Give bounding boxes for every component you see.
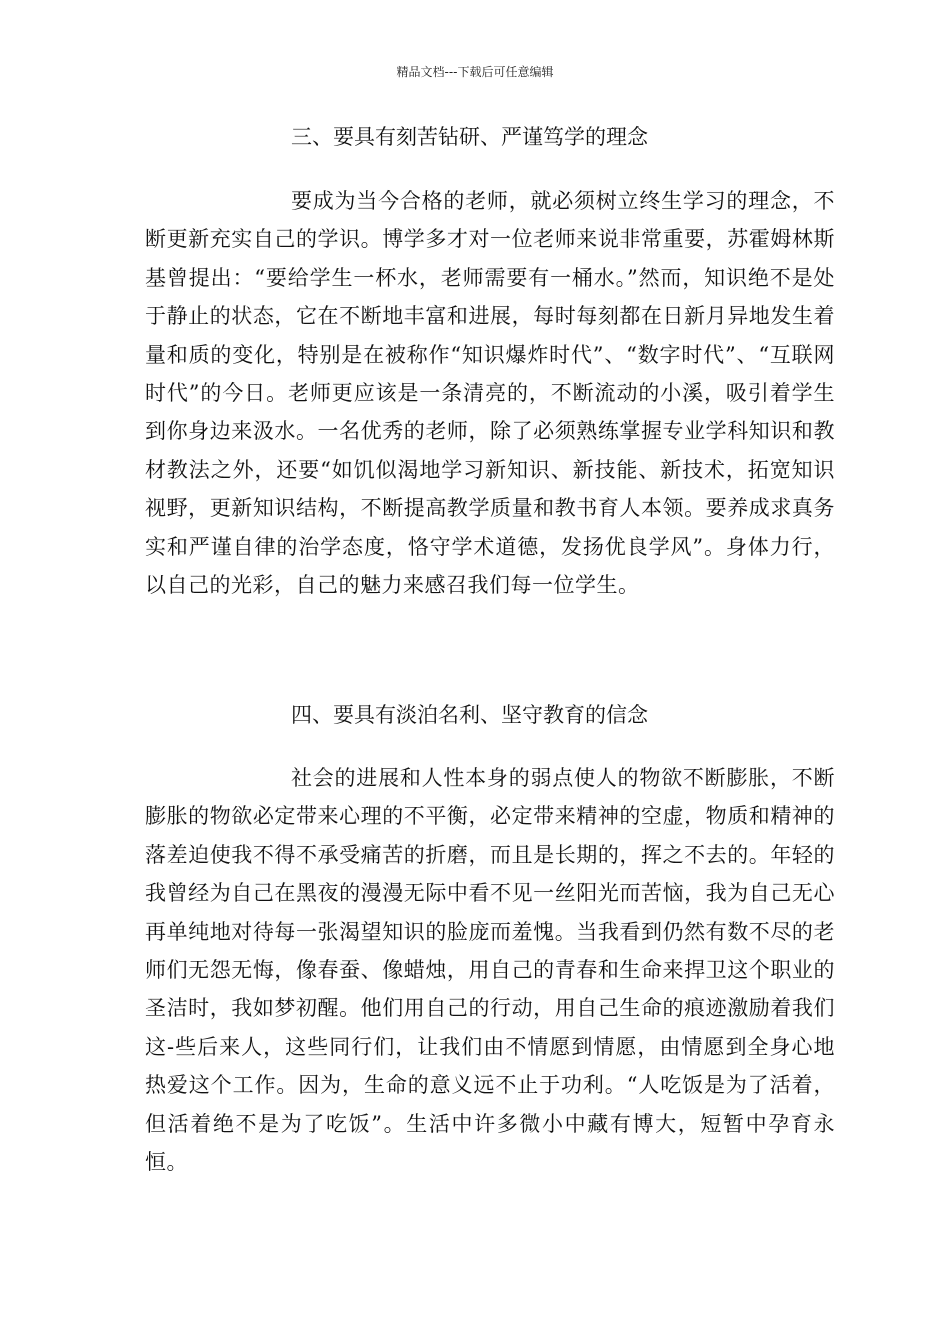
section-paragraph-3: 要成为当今合格的老师，就必须树立终生学习的理念，不断更新充实自己的学识。博学多才对一位老师来说非常重要，苏霍姆林斯基曾提出：“要给学生一杯水，老师需要有一桶水。”然而，知识绝不是处于静止的状态，它在不断地丰富和进展，每时每刻都在日新月异地发生着量和质的变化，特别是在被称作“知识爆炸时代”、“数字时代”、“互联网时代”的今日。老师更应该是一条清亮的，不断流动的小溪，吸引着学生到你身边来汲水。一名优秀的老师，除了必须熟练掌握专业学科知识和教材教法之外，还要“如饥似渴地学习新知识、新技能、新技术，拓宽知识视野，更新知识结构，不断提高教学质量和教书育人本领。要养成求真务实和严谨自律的治学态度，恪守学术道德，发扬优良学风”。身体力行，以自己的光彩，自己的魅力来感召我们每一位学生。 xyxy=(145,189,835,598)
section-heading-3: 三、要具有刻苦钻研、严谨笃学的理念 xyxy=(291,125,648,149)
section-heading-4: 四、要具有淡泊名利、坚守教育的信念 xyxy=(291,703,648,727)
page-header: 精品文档---下载后可任意编辑 xyxy=(396,65,554,79)
section-paragraph-4: 社会的进展和人性本身的弱点使人的物欲不断膨胀，不断膨胀的物欲必定带来心理的不平衡，必定带来精神的空虚，物质和精神的落差迫使我不得不承受痛苦的折磨，而且是长期的，挥之不去的。年轻的我曾经为自己在黑夜的漫漫无际中看不见一丝阳光而苦恼，我为自己无心再单纯地对待每一张渴望知识的脸庞而羞愧。当我看到仍然有数不尽的老师们无怨无悔，像春蚕、像蜡烛，用自己的青春和生命来捍卫这个职业的圣洁时，我如梦初醒。他们用自己的行动，用自己生命的痕迹激励着我们这-些后来人，这些同行们，让我们由不情愿到情愿，由情愿到全身心地热爱这个工作。因为，生命的意义远不止于功利。“人吃饭是为了活着，但活着绝不是为了吃饭”。生活中许多微小中藏有博大，短暂中孕育永恒。 xyxy=(145,766,835,1175)
